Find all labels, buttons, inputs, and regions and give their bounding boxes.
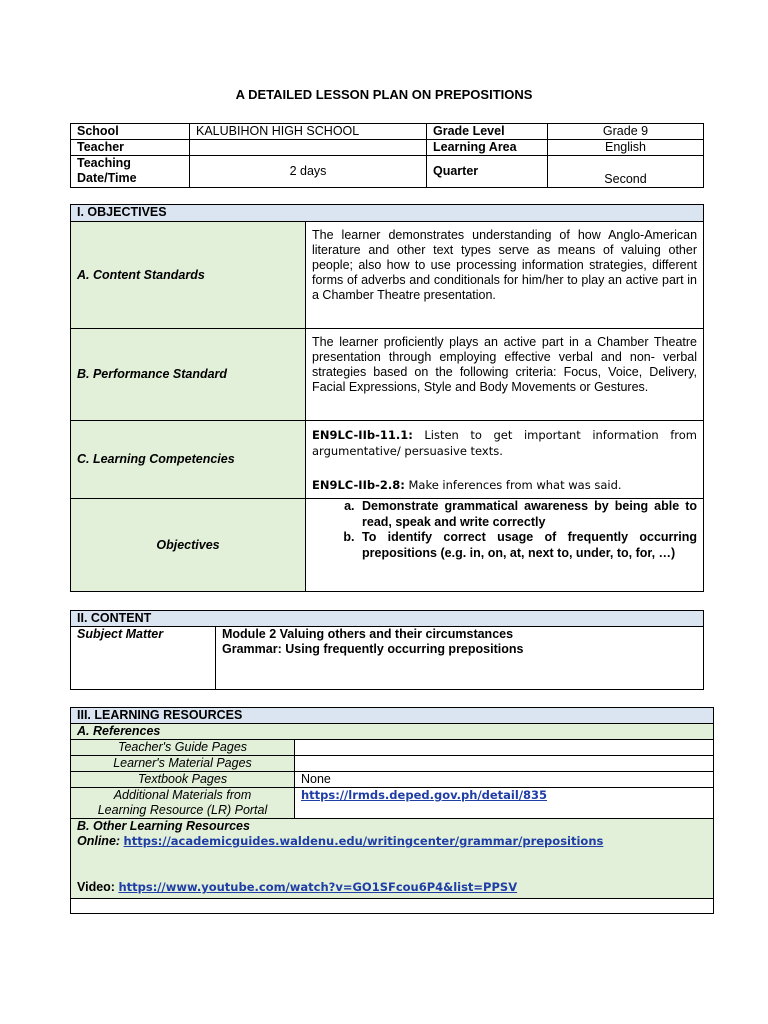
objective-a: a. Demonstrate grammatical awareness by being able to read, speak and write correctly	[358, 499, 697, 530]
other-resources-cell	[71, 819, 714, 899]
objectives-list	[312, 499, 697, 561]
competency-1	[312, 427, 697, 459]
performance-standard-label: B. Performance Standard	[71, 329, 306, 421]
video-label: Video:	[77, 880, 119, 894]
online-label: Online:	[77, 834, 124, 848]
date-label-line1: Teaching	[77, 156, 131, 170]
learning-competencies-text	[306, 421, 704, 499]
tb-label: Textbook Pages	[71, 772, 295, 788]
objectives-list-cell	[306, 499, 704, 592]
additional-label-line2: Learning Resource (LR) Portal	[97, 803, 268, 817]
objective-b: b. To identify correct usage of frequently occurring prepositions (e.g. in, on, at, next to, under, to, for, …)	[358, 530, 697, 561]
subject-line-2: Grammar: Using frequently occurring prepositions	[222, 642, 524, 656]
date-label-line2: Date/Time	[77, 171, 137, 185]
objectives-table	[70, 204, 704, 592]
tg-value	[295, 740, 714, 756]
resources-heading: III. LEARNING RESOURCES	[71, 708, 714, 724]
quarter-label: Quarter	[427, 156, 548, 188]
online-link[interactable]: https://academicguides.waldenu.edu/writingcenter/grammar/prepositions	[123, 834, 604, 848]
resources-table	[70, 707, 714, 914]
competency-2	[312, 477, 697, 493]
date-value: 2 days	[190, 156, 427, 188]
header-table	[70, 123, 704, 188]
content-table	[70, 610, 704, 690]
objectives-label: Objectives	[71, 499, 306, 592]
content-standards-text: The learner demonstrates understanding of how Anglo-American literature and other text types serve as means of valuing other people; also how to use processing information strategies, different forms of adverbs and conditionals for him/her to play an active part in a Chamber Theatre presentation.	[306, 222, 704, 329]
school-value: KALUBIHON HIGH SCHOOL	[190, 124, 427, 140]
content-standards-label: A. Content Standards	[71, 222, 306, 329]
area-value: English	[548, 140, 704, 156]
references-label: A. References	[71, 724, 714, 740]
area-label: Learning Area	[427, 140, 548, 156]
tg-label: Teacher's Guide Pages	[71, 740, 295, 756]
other-resources-label: B. Other Learning Resources	[77, 819, 250, 833]
subject-matter-label: Subject Matter	[71, 627, 216, 690]
competency-2-text: Make inferences from what was said.	[404, 478, 622, 492]
lm-value	[295, 756, 714, 772]
video-link[interactable]: https://www.youtube.com/watch?v=GO1SFcou6P4&list=PPSV	[118, 880, 518, 894]
video-line	[77, 880, 707, 895]
grade-value: Grade 9	[548, 124, 704, 140]
objectives-heading: I. OBJECTIVES	[71, 205, 704, 222]
page-title: A DETAILED LESSON PLAN ON PREPOSITIONS	[235, 87, 533, 102]
additional-materials-label	[71, 788, 295, 819]
teacher-value	[190, 140, 427, 156]
content-heading: II. CONTENT	[71, 611, 704, 627]
learning-competencies-label: C. Learning Competencies	[71, 421, 306, 499]
empty-row	[71, 899, 714, 914]
grade-label: Grade Level	[427, 124, 548, 140]
competency-1-text: Listen to get important information from argumentative/ persuasive texts.	[312, 428, 698, 458]
lm-label: Learner's Material Pages	[71, 756, 295, 772]
additional-label-line1: Additional Materials from	[113, 788, 252, 802]
lr-portal-link[interactable]: https://lrmds.deped.gov.ph/detail/835	[301, 788, 548, 802]
teacher-label: Teacher	[71, 140, 190, 156]
quarter-value: Second	[548, 156, 704, 188]
competency-1-code: EN9LC-IIb-11.1:	[312, 428, 413, 442]
tb-value: None	[295, 772, 714, 788]
date-label	[71, 156, 190, 188]
competency-2-code: EN9LC-IIb-2.8:	[312, 478, 405, 492]
subject-line-1: Module 2 Valuing others and their circumstances	[222, 627, 514, 641]
school-label: School	[71, 124, 190, 140]
performance-standard-text: The learner proficiently plays an active part in a Chamber Theatre presentation through employing effective verbal and non- verbal strategies based on the following criteria: Focus, Voice, Delivery, Facial Expressions, Style and Body Movements or Gestures.	[306, 329, 704, 421]
subject-matter-text	[216, 627, 704, 690]
additional-materials-value	[295, 788, 714, 819]
online-line	[77, 834, 707, 849]
